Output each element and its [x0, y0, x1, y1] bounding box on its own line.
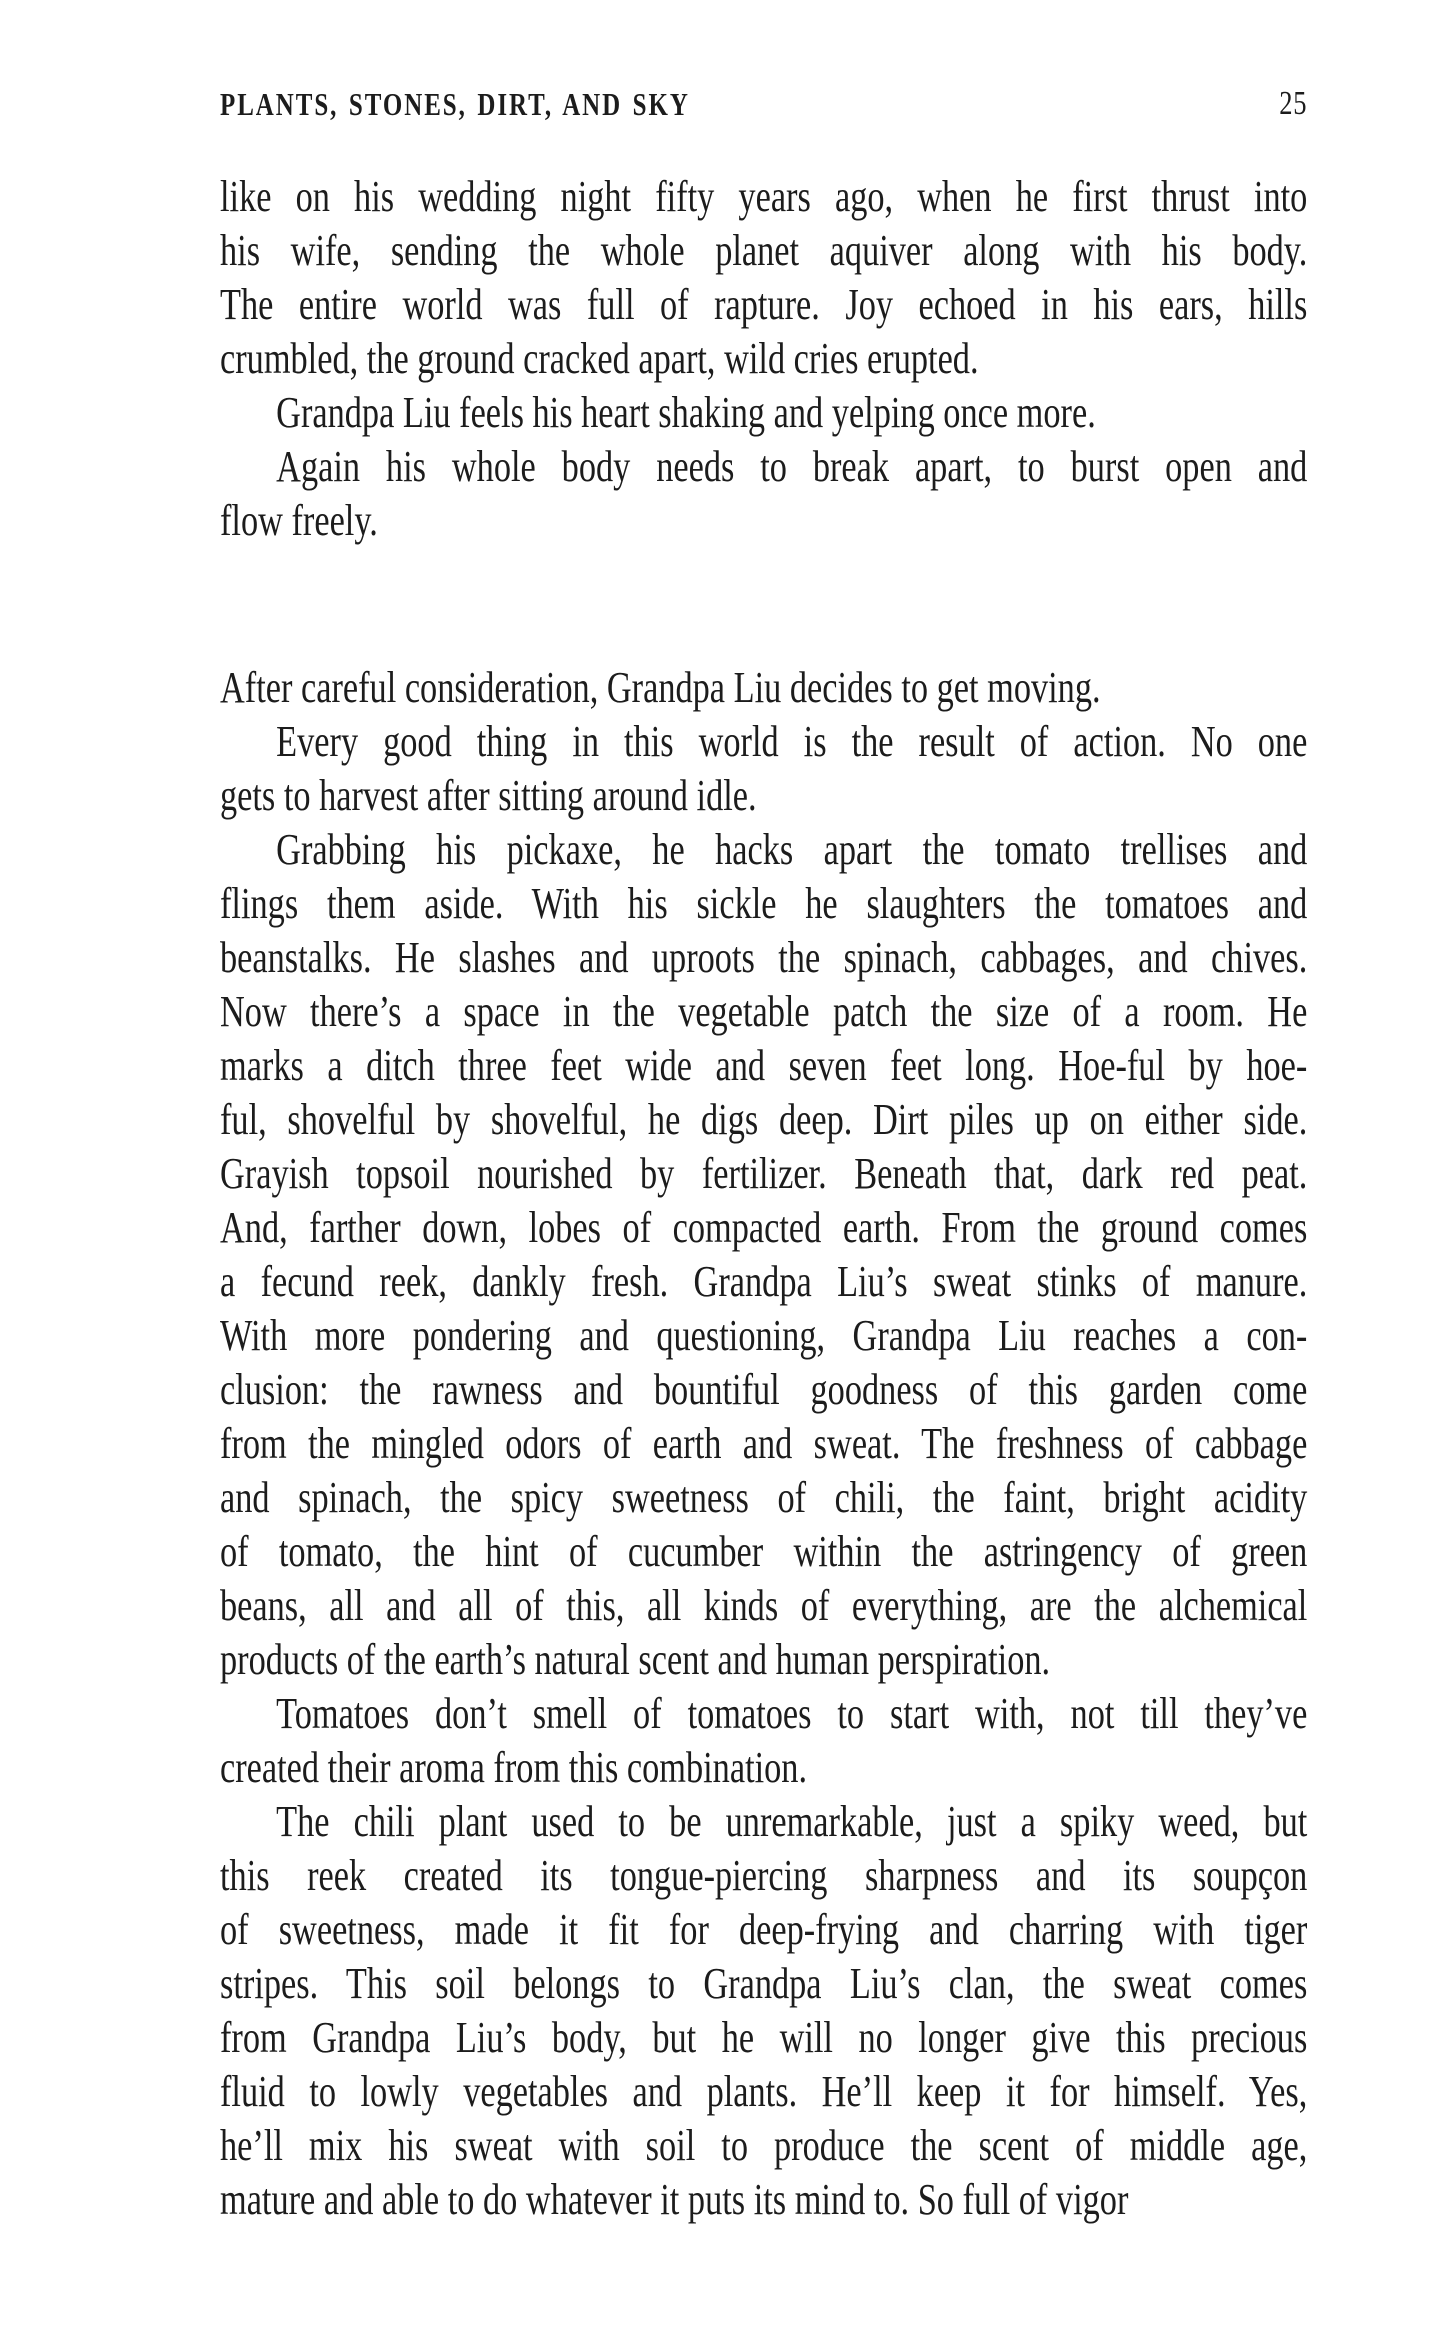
- text-line: from Grandpa Liu’s body, but he will no longer give this precious: [220, 2013, 1308, 2062]
- text-line: his wife, sending the whole planet aquiver along with his body.: [220, 226, 1308, 275]
- text-line: stripes. This soil belongs to Grandpa Liu’s clan, the sweat comes: [220, 1959, 1308, 2008]
- text-line: mature and able to do whatever it puts its mind to. So full of vigor: [220, 2175, 1129, 2224]
- text-line: Grandpa Liu feels his heart shaking and yelping once more.: [276, 388, 1096, 437]
- text-line: created their aroma from this combination.: [220, 1743, 808, 1792]
- text-line: With more pondering and questioning, Grandpa Liu reaches a con-: [220, 1311, 1308, 1360]
- paragraph: [220, 440, 1307, 548]
- text-line: flow freely.: [220, 496, 378, 545]
- running-title: PLANTS, STONES, DIRT, AND SKY: [220, 86, 690, 122]
- paragraph: [220, 1687, 1307, 1795]
- text-line: Now there’s a space in the vegetable patch the size of a room. He: [220, 987, 1308, 1036]
- text-line: beans, all and all of this, all kinds of everything, are the alchemical: [220, 1581, 1308, 1630]
- text-line: he’ll mix his sweat with soil to produce the scent of middle age,: [220, 2121, 1308, 2170]
- text-line: of sweetness, made it fit for deep-frying and charring with tiger: [220, 1905, 1308, 1954]
- running-head: [220, 84, 1307, 124]
- body-text: [220, 170, 1307, 2227]
- text-line: fluid to lowly vegetables and plants. He’ll keep it for himself. Yes,: [220, 2067, 1308, 2116]
- text-line: a fecund reek, dankly fresh. Grandpa Liu’s sweat stinks of manure.: [220, 1257, 1308, 1306]
- text-line: After careful consideration, Grandpa Liu decides to get moving.: [220, 663, 1101, 712]
- text-line: Grabbing his pickaxe, he hacks apart the tomato trellises and: [276, 825, 1308, 874]
- text-line: ful, shovelful by shovelful, he digs deep. Dirt piles up on either side.: [220, 1095, 1308, 1144]
- text-line: products of the earth’s natural scent and human perspiration.: [220, 1635, 1051, 1684]
- paragraph: [220, 170, 1307, 386]
- paragraph: [220, 823, 1307, 1687]
- text-line: The chili plant used to be unremarkable, just a spiky weed, but: [276, 1797, 1308, 1846]
- text-line: flings them aside. With his sickle he slaughters the tomatoes and: [220, 879, 1308, 928]
- text-line: clusion: the rawness and bountiful goodness of this garden come: [220, 1365, 1308, 1414]
- paragraph: [220, 715, 1307, 823]
- text-line: and spinach, the spicy sweetness of chili, the faint, bright acidity: [220, 1473, 1308, 1522]
- text-line: like on his wedding night fifty years ago, when he first thrust into: [220, 172, 1308, 221]
- text-line: beanstalks. He slashes and uproots the spinach, cabbages, and chives.: [220, 933, 1308, 982]
- text-line: Every good thing in this world is the result of action. No one: [276, 717, 1308, 766]
- text-line: crumbled, the ground cracked apart, wild cries erupted.: [220, 334, 979, 383]
- text-line: gets to harvest after sitting around idle.: [220, 771, 757, 820]
- paragraph: [220, 386, 1307, 440]
- text-line: The entire world was full of rapture. Joy echoed in his ears, hills: [220, 280, 1308, 329]
- text-line: Again his whole body needs to break apart, to burst open and: [276, 442, 1308, 491]
- paragraph: [220, 1795, 1307, 2227]
- text-line: from the mingled odors of earth and sweat. The freshness of cabbage: [220, 1419, 1308, 1468]
- paragraph: [220, 661, 1307, 715]
- page-number: 25: [1279, 85, 1308, 122]
- text-line: Grayish topsoil nourished by fertilizer. Beneath that, dark red peat.: [220, 1149, 1308, 1198]
- text-line: marks a ditch three feet wide and seven feet long. Hoe-ful by hoe-: [220, 1041, 1308, 1090]
- text-line: Tomatoes don’t smell of tomatoes to start with, not till they’ve: [276, 1689, 1308, 1738]
- text-line: And, farther down, lobes of compacted earth. From the ground comes: [220, 1203, 1308, 1252]
- text-line: of tomato, the hint of cucumber within the astringency of green: [220, 1527, 1308, 1576]
- text-line: this reek created its tongue-piercing sharpness and its soupçon: [220, 1851, 1308, 1900]
